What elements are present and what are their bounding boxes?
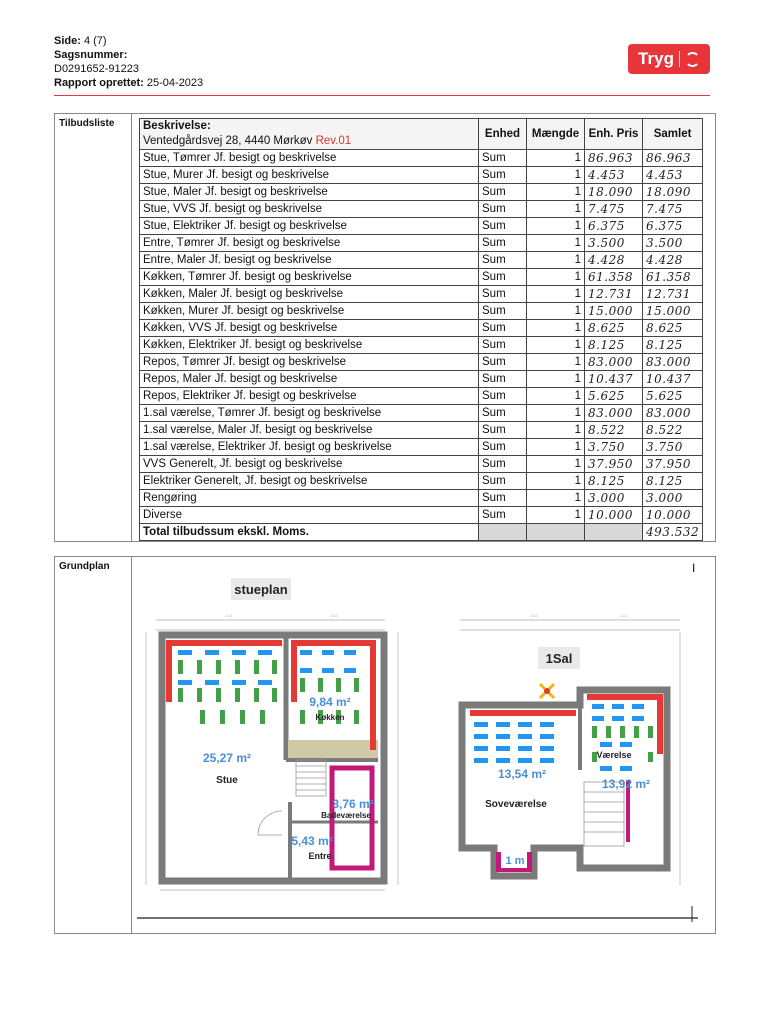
row-description: Køkken, Maler Jf. besigt og beskrivelse: [140, 286, 479, 303]
table-row: [140, 371, 703, 388]
row-description: Stue, Elektriker Jf. besigt og beskrivelse: [140, 218, 479, 235]
row-unit: Sum: [479, 388, 527, 405]
row-unit: Sum: [479, 507, 527, 524]
tryg-logo: [628, 44, 710, 74]
col-header-unit: Enhed: [479, 119, 527, 150]
bad-area: 3,76 m²: [332, 797, 374, 811]
row-description: Køkken, Murer Jf. besigt og beskrivelse: [140, 303, 479, 320]
row-description: Køkken, VVS Jf. besigt og beskrivelse: [140, 320, 479, 337]
table-row: [140, 286, 703, 303]
row-quantity: 1: [527, 218, 585, 235]
row-total: 61.358: [643, 269, 703, 286]
row-unit: Sum: [479, 286, 527, 303]
row-total: 12.731: [643, 286, 703, 303]
case-value: D0291652-91223: [54, 63, 140, 75]
report-label: Rapport oprettet:: [54, 77, 144, 89]
row-unit-price: 8.125: [585, 473, 643, 490]
row-total: 37.950: [643, 456, 703, 473]
floor-plan-drawing: [131, 557, 714, 932]
row-description: Køkken, Tømrer Jf. besigt og beskrivelse: [140, 269, 479, 286]
row-quantity: 1: [527, 252, 585, 269]
row-quantity: 1: [527, 439, 585, 456]
table-row: [140, 303, 703, 320]
row-unit-price: 37.950: [585, 456, 643, 473]
col-header-qty: Mængde: [527, 119, 585, 150]
row-total: 18.090: [643, 184, 703, 201]
row-description: Repos, Tømrer Jf. besigt og beskrivelse: [140, 354, 479, 371]
row-quantity: 1: [527, 184, 585, 201]
tick-mark: I: [692, 561, 696, 575]
row-quantity: 1: [527, 235, 585, 252]
row-unit-price: 86.963: [585, 150, 643, 167]
table-row: [140, 252, 703, 269]
entre-name: Entre: [308, 851, 332, 861]
row-unit-price: 18.090: [585, 184, 643, 201]
row-quantity: 1: [527, 320, 585, 337]
row-quantity: 1: [527, 286, 585, 303]
svg-text:1111: 1111: [330, 613, 339, 618]
total-row: [140, 524, 703, 541]
row-unit: Sum: [479, 235, 527, 252]
row-unit-price: 61.358: [585, 269, 643, 286]
bad-name: Badeværelse: [321, 811, 371, 820]
row-total: 6.375: [643, 218, 703, 235]
table-row: [140, 439, 703, 456]
light-fixture-icon: [540, 684, 554, 698]
row-unit: Sum: [479, 218, 527, 235]
row-total: 8.125: [643, 473, 703, 490]
table-row: [140, 337, 703, 354]
row-unit: Sum: [479, 473, 527, 490]
total-filler-cell: [479, 524, 527, 541]
offer-panel-label: Tilbudsliste: [59, 118, 115, 129]
row-description: VVS Generelt, Jf. besigt og beskrivelse: [140, 456, 479, 473]
row-total: 8.522: [643, 422, 703, 439]
row-unit: Sum: [479, 201, 527, 218]
row-unit-price: 83.000: [585, 354, 643, 371]
row-unit-price: 5.625: [585, 388, 643, 405]
row-total: 10.437: [643, 371, 703, 388]
row-unit: Sum: [479, 269, 527, 286]
side-value: 4 (7): [83, 35, 107, 47]
revision-tag: Rev.01: [315, 135, 352, 147]
total-filler-cell: [585, 524, 643, 541]
table-row: [140, 422, 703, 439]
col-header-price: Enh. Pris: [585, 119, 643, 150]
row-quantity: 1: [527, 150, 585, 167]
offer-table-header: [140, 119, 703, 150]
address: Ventedgårdsvej 28, 4440 Mørkøv: [143, 135, 313, 147]
row-unit: Sum: [479, 184, 527, 201]
offer-table: [139, 118, 703, 541]
row-unit: Sum: [479, 150, 527, 167]
row-total: 8.625: [643, 320, 703, 337]
stue-area: 25,27 m²: [202, 751, 252, 765]
row-unit-price: 83.000: [585, 405, 643, 422]
row-quantity: 1: [527, 507, 585, 524]
row-unit: Sum: [479, 490, 527, 507]
table-row: [140, 473, 703, 490]
row-description: Rengøring: [140, 490, 479, 507]
row-total: 10.000: [643, 507, 703, 524]
offer-table-body: [140, 150, 703, 524]
vaer-name: Værelse: [596, 750, 632, 760]
row-quantity: 1: [527, 354, 585, 371]
svg-text:1111: 1111: [620, 613, 629, 618]
row-unit-price: 8.522: [585, 422, 643, 439]
row-quantity: 1: [527, 405, 585, 422]
row-quantity: 1: [527, 473, 585, 490]
row-unit-price: 10.437: [585, 371, 643, 388]
kokken-area: 9,84 m²: [309, 695, 351, 709]
row-unit-price: 10.000: [585, 507, 643, 524]
sove-area: 13,54 m²: [497, 767, 547, 781]
row-quantity: 1: [527, 303, 585, 320]
floorplan-panel-label: Grundplan: [59, 561, 110, 572]
row-unit: Sum: [479, 371, 527, 388]
case-label: Sagsnummer:: [54, 49, 128, 61]
row-unit-price: 4.428: [585, 252, 643, 269]
row-unit-price: 4.453: [585, 167, 643, 184]
entre-area: 5,43 m²: [291, 834, 333, 848]
row-unit: Sum: [479, 167, 527, 184]
row-description: Stue, Tømrer Jf. besigt og beskrivelse: [140, 150, 479, 167]
row-total: 7.475: [643, 201, 703, 218]
row-description: Diverse: [140, 507, 479, 524]
table-row: [140, 235, 703, 252]
small-room-area: 1 m: [505, 855, 525, 867]
table-row: [140, 405, 703, 422]
report-meta: [54, 34, 203, 90]
row-description: 1.sal værelse, Tømrer Jf. besigt og beskrivelse: [140, 405, 479, 422]
row-unit: Sum: [479, 320, 527, 337]
row-total: 86.963: [643, 150, 703, 167]
row-total: 3.500: [643, 235, 703, 252]
row-quantity: 1: [527, 337, 585, 354]
row-unit-price: 7.475: [585, 201, 643, 218]
row-description: Elektriker Generelt, Jf. besigt og beskrivelse: [140, 473, 479, 490]
side-label: Side:: [54, 35, 81, 47]
header-divider: [54, 95, 710, 96]
row-unit: Sum: [479, 252, 527, 269]
row-quantity: 1: [527, 269, 585, 286]
row-unit: Sum: [479, 303, 527, 320]
row-unit-price: 8.625: [585, 320, 643, 337]
row-total: 4.453: [643, 167, 703, 184]
row-description: Stue, Murer Jf. besigt og beskrivelse: [140, 167, 479, 184]
row-description: Repos, Maler Jf. besigt og beskrivelse: [140, 371, 479, 388]
row-description: Repos, Elektriker Jf. besigt og beskrivelse: [140, 388, 479, 405]
table-row: [140, 456, 703, 473]
row-unit-price: 3.750: [585, 439, 643, 456]
logo-mark-icon: [685, 52, 700, 67]
report-value: 25-04-2023: [146, 77, 204, 89]
row-description: Entre, Tømrer Jf. besigt og beskrivelse: [140, 235, 479, 252]
panel-divider: [131, 114, 132, 541]
table-row: [140, 269, 703, 286]
row-total: 83.000: [643, 405, 703, 422]
row-description: 1.sal værelse, Elektriker Jf. besigt og beskrivelse: [140, 439, 479, 456]
total-filler-cell: [527, 524, 585, 541]
row-unit-price: 8.125: [585, 337, 643, 354]
row-unit-price: 6.375: [585, 218, 643, 235]
row-quantity: 1: [527, 422, 585, 439]
row-total: 83.000: [643, 354, 703, 371]
row-quantity: 1: [527, 456, 585, 473]
vaer-area: 13,92 m²: [601, 777, 651, 791]
row-unit: Sum: [479, 354, 527, 371]
row-description: 1.sal værelse, Maler Jf. besigt og beskrivelse: [140, 422, 479, 439]
row-quantity: 1: [527, 490, 585, 507]
row-unit-price: 12.731: [585, 286, 643, 303]
sove-name: Soveværelse: [485, 799, 547, 810]
row-description: Stue, Maler Jf. besigt og beskrivelse: [140, 184, 479, 201]
kokken-name: Køkken: [315, 713, 345, 722]
upper-floor-title: 1Sal: [545, 651, 573, 666]
table-row: [140, 167, 703, 184]
row-description: Køkken, Elektriker Jf. besigt og beskrivelse: [140, 337, 479, 354]
row-quantity: 1: [527, 201, 585, 218]
total-label: Total tilbudssum ekskl. Moms.: [140, 524, 479, 541]
table-row: [140, 320, 703, 337]
row-quantity: 1: [527, 388, 585, 405]
stue-name: Stue: [216, 775, 238, 786]
row-quantity: 1: [527, 167, 585, 184]
logo-separator: [679, 51, 680, 67]
desc-header: [140, 119, 479, 150]
row-description: Stue, VVS Jf. besigt og beskrivelse: [140, 201, 479, 218]
row-unit: Sum: [479, 439, 527, 456]
table-row: [140, 507, 703, 524]
row-unit: Sum: [479, 405, 527, 422]
row-unit: Sum: [479, 422, 527, 439]
row-total: 3.000: [643, 490, 703, 507]
total-value: 493.532: [643, 524, 703, 541]
table-row: [140, 490, 703, 507]
row-unit-price: 3.000: [585, 490, 643, 507]
desc-title: Beskrivelse:: [143, 120, 211, 132]
row-quantity: 1: [527, 371, 585, 388]
table-row: [140, 150, 703, 167]
row-total: 15.000: [643, 303, 703, 320]
row-description: Entre, Maler Jf. besigt og beskrivelse: [140, 252, 479, 269]
table-row: [140, 388, 703, 405]
col-header-total: Samlet: [643, 119, 703, 150]
row-total: 5.625: [643, 388, 703, 405]
row-total: 4.428: [643, 252, 703, 269]
svg-text:1111: 1111: [225, 613, 234, 618]
table-row: [140, 354, 703, 371]
row-total: 8.125: [643, 337, 703, 354]
row-unit-price: 3.500: [585, 235, 643, 252]
ground-floor-title: stueplan: [234, 582, 288, 597]
row-unit: Sum: [479, 337, 527, 354]
table-row: [140, 201, 703, 218]
table-row: [140, 218, 703, 235]
logo-text: Tryg: [638, 49, 674, 68]
row-unit: Sum: [479, 456, 527, 473]
row-unit-price: 15.000: [585, 303, 643, 320]
row-total: 3.750: [643, 439, 703, 456]
svg-text:1111: 1111: [530, 613, 539, 618]
table-row: [140, 184, 703, 201]
